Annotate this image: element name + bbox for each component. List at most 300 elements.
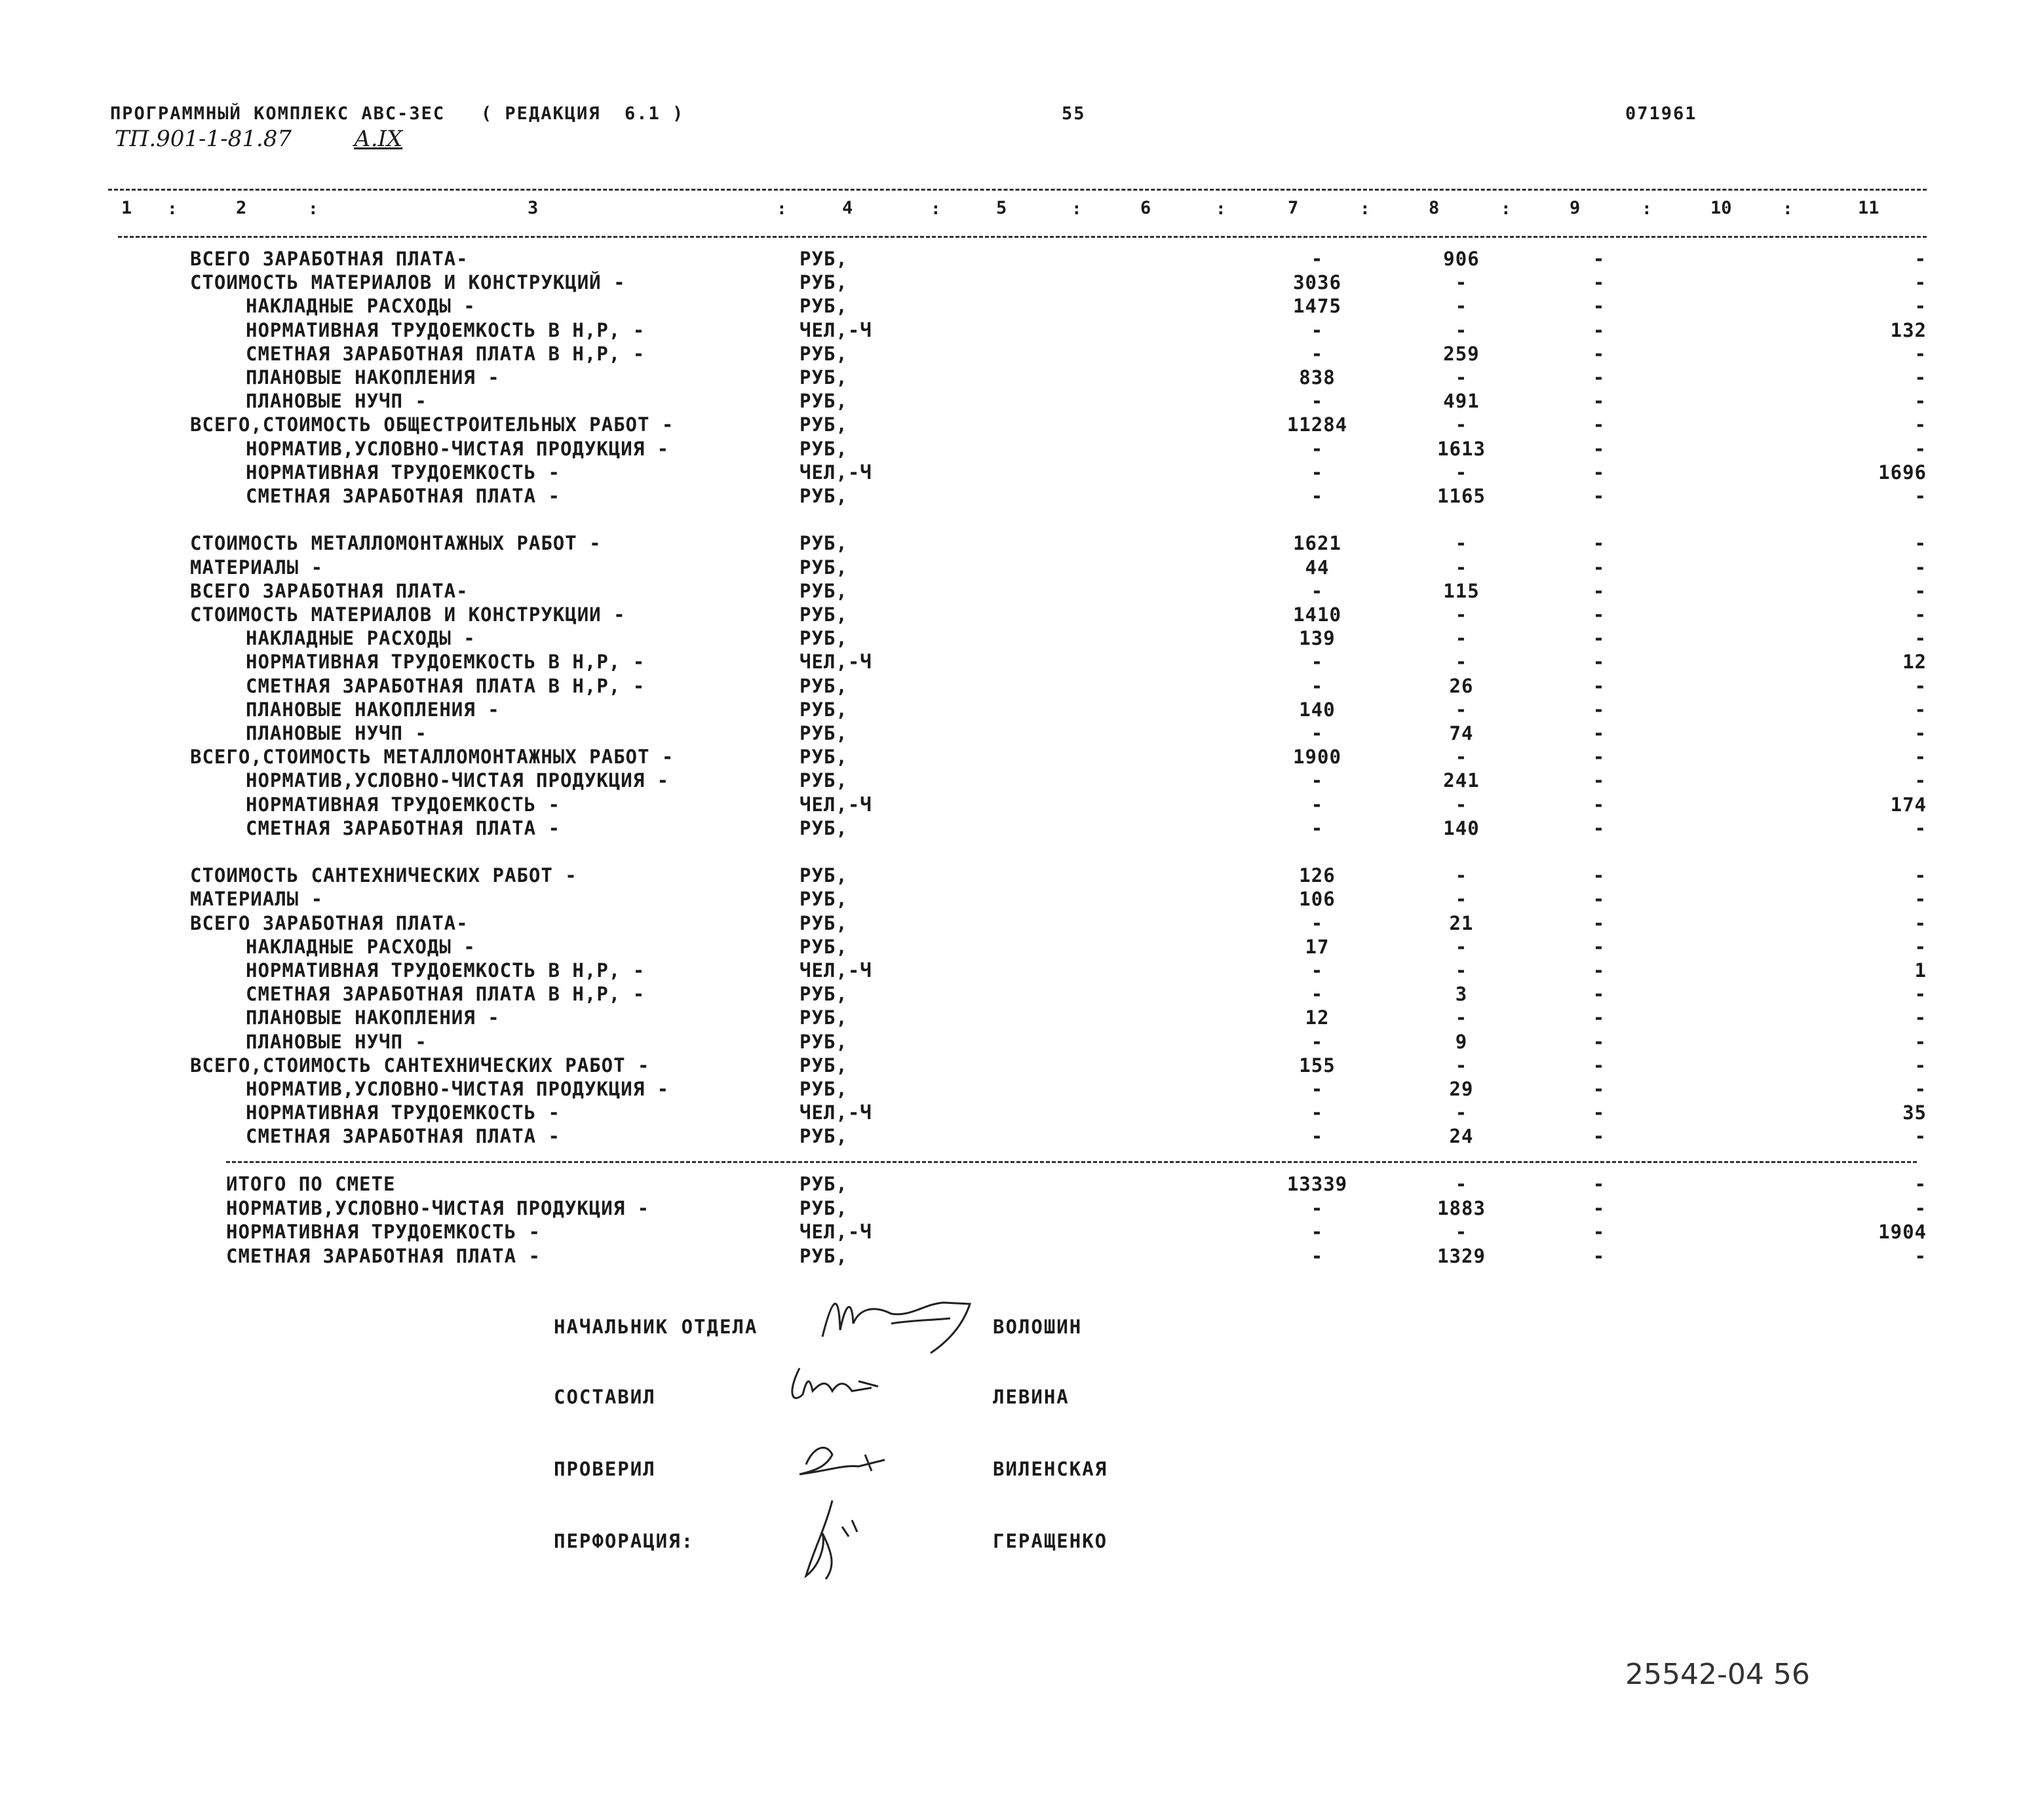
cell-col-11: - — [1914, 437, 1927, 460]
row-unit: РУБ, — [800, 342, 848, 365]
cell-col-9: - — [1592, 983, 1606, 1006]
cell-col-8: - — [1455, 1221, 1468, 1243]
row-unit: РУБ, — [800, 1244, 848, 1267]
cell-col-8: - — [1455, 1173, 1468, 1195]
table-row — [0, 532, 2044, 556]
cell-col-11: 1 — [1914, 959, 1927, 982]
cell-col-8: - — [1455, 461, 1468, 484]
cell-col-11: 12 — [1902, 651, 1927, 674]
handwritten-signature-4 — [786, 1494, 878, 1586]
cell-col-8: 140 — [1443, 816, 1480, 839]
cell-col-7: 11284 — [1286, 413, 1348, 436]
row-unit: ЧЕЛ,-Ч — [800, 461, 872, 484]
row-unit: РУБ, — [800, 698, 848, 721]
row-label: ПЛАНОВЫЕ НАКОПЛЕНИЯ - — [246, 1006, 500, 1029]
column-number: 8 — [1429, 198, 1440, 218]
cell-col-9: - — [1592, 722, 1606, 744]
row-unit: РУБ, — [800, 1196, 848, 1219]
cell-col-9: - — [1592, 248, 1606, 270]
row-unit: РУБ, — [800, 1078, 848, 1100]
row-label: НОРМАТИВ,УСЛОВНО-ЧИСТАЯ ПРОДУКЦИЯ - — [226, 1196, 650, 1219]
cell-col-8: 29 — [1449, 1078, 1474, 1100]
table-row — [0, 248, 2044, 271]
row-unit: РУБ, — [800, 248, 848, 270]
row-label: СТОИМОСТЬ МАТЕРИАЛОВ И КОНСТРУКЦИИ - — [190, 603, 626, 626]
cell-col-9: - — [1592, 366, 1606, 389]
program-title: ПРОГРАММНЫЙ КОМПЛЕКС АВС-ЗЕС ( РЕДАКЦИЯ 6.1 ) — [110, 104, 685, 124]
cell-col-11: - — [1914, 248, 1927, 270]
cell-col-9: - — [1592, 318, 1606, 341]
table-row — [0, 603, 2044, 627]
row-label: НОРМАТИВ,УСЛОВНО-ЧИСТАЯ ПРОДУКЦИЯ - — [246, 1078, 670, 1100]
column-separator: : — [1071, 199, 1082, 219]
row-label: ВСЕГО ЗАРАБОТНАЯ ПЛАТА- — [190, 579, 469, 602]
table-row — [0, 698, 2044, 722]
column-number: 3 — [528, 198, 539, 218]
cell-col-8: 21 — [1449, 911, 1474, 934]
totals-rule — [226, 1161, 1917, 1163]
row-label: ПЛАНОВЫЕ НУЧП - — [246, 390, 427, 413]
cell-col-11: - — [1914, 366, 1927, 389]
row-unit: РУБ, — [800, 983, 848, 1006]
table-row — [0, 438, 2044, 461]
cell-col-11: - — [1914, 864, 1927, 887]
cell-col-7: - — [1311, 1221, 1324, 1243]
cell-col-8: 1613 — [1437, 437, 1486, 460]
table-row — [0, 675, 2044, 698]
table-row — [0, 817, 2044, 841]
cell-col-7: - — [1311, 1196, 1324, 1219]
cell-col-9: - — [1592, 342, 1606, 365]
cell-col-9: - — [1592, 271, 1606, 294]
cell-col-7: - — [1311, 722, 1324, 744]
cell-col-9: - — [1592, 437, 1606, 460]
signature-name-checker: ВИЛЕНСКАЯ — [993, 1458, 1108, 1480]
cell-col-7: 140 — [1299, 698, 1336, 721]
cell-col-11: 1904 — [1878, 1221, 1927, 1243]
cell-col-7: - — [1311, 769, 1324, 792]
row-label: СМЕТНАЯ ЗАРАБОТНАЯ ПЛАТА В Н,Р, - — [246, 674, 646, 697]
row-unit: РУБ, — [800, 864, 848, 887]
row-unit: РУБ, — [800, 1173, 848, 1195]
table-row — [0, 769, 2044, 793]
table-row — [0, 461, 2044, 485]
cell-col-11: - — [1914, 816, 1927, 839]
cell-col-7: - — [1311, 318, 1324, 341]
table-row — [0, 271, 2044, 295]
cell-col-8: - — [1455, 1006, 1468, 1029]
row-unit: РУБ, — [800, 556, 848, 579]
cell-col-7: - — [1311, 1101, 1324, 1124]
cell-col-9: - — [1592, 556, 1606, 579]
signature-name-composer: ЛЕВИНА — [993, 1386, 1070, 1408]
row-label: НОРМАТИВНАЯ ТРУДОЕМКОСТЬ - — [226, 1221, 541, 1243]
row-unit: РУБ, — [800, 532, 848, 555]
row-label: НОРМАТИВНАЯ ТРУДОЕМКОСТЬ В Н,Р, - — [246, 651, 646, 674]
handwritten-signature-1 — [813, 1284, 990, 1363]
row-label: ВСЕГО,СТОИМОСТЬ САНТЕХНИЧЕСКИХ РАБОТ - — [190, 1054, 650, 1077]
row-label: НАКЛАДНЫЕ РАСХОДЫ - — [246, 295, 476, 318]
row-label: СМЕТНАЯ ЗАРАБОТНАЯ ПЛАТА - — [246, 816, 560, 839]
row-label: СТОИМОСТЬ МАТЕРИАЛОВ И КОНСТРУКЦИЙ - — [190, 271, 626, 294]
table-row — [0, 1101, 2044, 1125]
cell-col-7: 1900 — [1293, 746, 1341, 769]
cell-col-8: 1165 — [1437, 485, 1486, 507]
row-unit: ЧЕЛ,-Ч — [800, 793, 872, 816]
cell-col-11: - — [1914, 1173, 1927, 1195]
cell-col-7: 3036 — [1293, 271, 1341, 294]
cell-col-9: - — [1592, 698, 1606, 721]
table-row — [0, 1031, 2044, 1054]
cell-col-7: 106 — [1299, 888, 1336, 911]
cell-col-8: - — [1455, 746, 1468, 769]
row-unit: РУБ, — [800, 627, 848, 650]
cell-col-11: - — [1914, 698, 1927, 721]
cell-col-8: - — [1455, 793, 1468, 816]
table-row — [0, 343, 2044, 366]
table-row — [0, 1245, 2044, 1269]
row-unit: РУБ, — [800, 911, 848, 934]
cell-col-11: - — [1914, 485, 1927, 507]
cell-col-7: - — [1311, 1030, 1324, 1053]
table-row — [0, 1078, 2044, 1101]
row-label: СМЕТНАЯ ЗАРАБОТНАЯ ПЛАТА В Н,Р, - — [246, 342, 646, 365]
row-label: НАКЛАДНЫЕ РАСХОДЫ - — [246, 627, 476, 650]
cell-col-9: - — [1592, 1244, 1606, 1267]
row-unit: РУБ, — [800, 1125, 848, 1148]
row-unit: РУБ, — [800, 1006, 848, 1029]
cell-col-9: - — [1592, 461, 1606, 484]
row-label: СМЕТНАЯ ЗАРАБОТНАЯ ПЛАТА В Н,Р, - — [246, 983, 646, 1006]
row-label: СМЕТНАЯ ЗАРАБОТНАЯ ПЛАТА - — [246, 1125, 560, 1148]
cell-col-11: - — [1914, 1006, 1927, 1029]
cell-col-7: - — [1311, 959, 1324, 982]
cell-col-9: - — [1592, 485, 1606, 507]
cell-col-9: - — [1592, 579, 1606, 602]
table-row — [0, 1173, 2044, 1196]
signature-name-perforation: ГЕРАЩЕНКО — [993, 1530, 1108, 1552]
column-separator: : — [777, 199, 787, 219]
header-rule-top — [108, 189, 1927, 191]
row-label: ВСЕГО,СТОИМОСТЬ МЕТАЛЛОМОНТАЖНЫХ РАБОТ - — [190, 746, 674, 769]
cell-col-11: - — [1914, 603, 1927, 626]
cell-col-11: - — [1914, 1030, 1927, 1053]
row-unit: РУБ, — [800, 366, 848, 389]
table-row — [0, 936, 2044, 959]
cell-col-11: - — [1914, 627, 1927, 650]
row-unit: РУБ, — [800, 437, 848, 460]
table-row — [0, 746, 2044, 769]
cell-col-11: 35 — [1902, 1101, 1927, 1124]
row-unit: РУБ, — [800, 888, 848, 911]
row-label: НОРМАТИВНАЯ ТРУДОЕМКОСТЬ - — [246, 793, 560, 816]
table-row — [0, 1197, 2044, 1221]
cell-col-9: - — [1592, 1030, 1606, 1053]
column-separator: : — [931, 199, 941, 219]
cell-col-8: 26 — [1449, 674, 1474, 697]
row-unit: РУБ, — [800, 722, 848, 744]
cell-col-7: - — [1311, 1125, 1324, 1148]
row-label: МАТЕРИАЛЫ - — [190, 556, 324, 579]
cell-col-11: - — [1914, 674, 1927, 697]
cell-col-11: 1696 — [1878, 461, 1927, 484]
cell-col-9: - — [1592, 295, 1606, 318]
cell-col-7: 1410 — [1293, 603, 1341, 626]
column-separator: : — [308, 199, 318, 219]
row-unit: РУБ, — [800, 485, 848, 507]
row-unit: РУБ, — [800, 935, 848, 958]
handwritten-signature-3 — [786, 1435, 904, 1487]
row-label: ВСЕГО ЗАРАБОТНАЯ ПЛАТА- — [190, 911, 469, 934]
cell-col-11: - — [1914, 390, 1927, 413]
cell-col-9: - — [1592, 390, 1606, 413]
row-label: ПЛАНОВЫЕ НУЧП - — [246, 722, 427, 744]
cell-col-8: - — [1455, 888, 1468, 911]
row-label: СМЕТНАЯ ЗАРАБОТНАЯ ПЛАТА - — [246, 485, 560, 507]
cell-col-11: - — [1914, 295, 1927, 318]
table-row — [0, 1006, 2044, 1030]
row-unit: РУБ, — [800, 295, 848, 318]
cell-col-8: - — [1455, 532, 1468, 555]
cell-col-7: - — [1311, 911, 1324, 934]
cell-col-11: - — [1914, 911, 1927, 934]
cell-col-8: 1329 — [1437, 1244, 1486, 1267]
row-label: ИТОГО ПО СМЕТЕ — [226, 1173, 396, 1195]
row-label: НАКЛАДНЫЕ РАСХОДЫ - — [246, 935, 476, 958]
column-separator: : — [167, 199, 178, 219]
signature-role-composer: СОСТАВИЛ — [554, 1386, 656, 1408]
cell-col-8: 74 — [1449, 722, 1474, 744]
table-row — [0, 1125, 2044, 1149]
column-separator: : — [1642, 199, 1652, 219]
row-label: НОРМАТИВ,УСЛОВНО-ЧИСТАЯ ПРОДУКЦИЯ - — [246, 437, 670, 460]
cell-col-9: - — [1592, 911, 1606, 934]
row-label: ПЛАНОВЫЕ НАКОПЛЕНИЯ - — [246, 366, 500, 389]
cell-col-8: - — [1455, 935, 1468, 958]
cell-col-7: 17 — [1305, 935, 1330, 958]
row-unit: РУБ, — [800, 1054, 848, 1077]
column-separator: : — [1360, 199, 1370, 219]
cell-col-11: - — [1914, 1244, 1927, 1267]
row-label: ПЛАНОВЫЕ НУЧП - — [246, 1030, 427, 1053]
project-number: ТП.901-1-81.87 — [115, 126, 292, 152]
table-row — [0, 413, 2044, 437]
cell-col-8: 24 — [1449, 1125, 1474, 1148]
cell-col-11: - — [1914, 532, 1927, 555]
cell-col-9: - — [1592, 1054, 1606, 1077]
table-row — [0, 888, 2044, 911]
row-unit: РУБ, — [800, 769, 848, 792]
cell-col-7: - — [1311, 651, 1324, 674]
cell-col-11: - — [1914, 1196, 1927, 1219]
row-label: ВСЕГО,СТОИМОСТЬ ОБЩЕСТРОИТЕЛЬНЫХ РАБОТ - — [190, 413, 674, 436]
cell-col-7: 12 — [1305, 1006, 1330, 1029]
cell-col-8: 115 — [1443, 579, 1480, 602]
page-number: 55 — [1062, 104, 1086, 124]
column-number: 9 — [1570, 198, 1581, 218]
table-row — [0, 485, 2044, 508]
header-rule-bottom — [118, 236, 1927, 238]
table-row — [0, 295, 2044, 318]
cell-col-11: - — [1914, 1125, 1927, 1148]
row-label: НОРМАТИВ,УСЛОВНО-ЧИСТАЯ ПРОДУКЦИЯ - — [246, 769, 670, 792]
cell-col-8: - — [1455, 864, 1468, 887]
cell-col-11: - — [1914, 1054, 1927, 1077]
cell-col-9: - — [1592, 959, 1606, 982]
handwritten-signature-2 — [780, 1355, 898, 1414]
cell-col-8: - — [1455, 651, 1468, 674]
cell-col-7: 139 — [1299, 627, 1336, 650]
cell-col-9: - — [1592, 1078, 1606, 1100]
row-label: ПЛАНОВЫЕ НАКОПЛЕНИЯ - — [246, 698, 500, 721]
cell-col-9: - — [1592, 627, 1606, 650]
cell-col-11: - — [1914, 413, 1927, 436]
table-row — [0, 580, 2044, 603]
row-label: МАТЕРИАЛЫ - — [190, 888, 324, 911]
cell-col-8: 906 — [1443, 248, 1480, 270]
table-row — [0, 390, 2044, 413]
cell-col-9: - — [1592, 793, 1606, 816]
row-label: СМЕТНАЯ ЗАРАБОТНАЯ ПЛАТА - — [226, 1244, 541, 1267]
table-row — [0, 319, 2044, 343]
signature-role-head: НАЧАЛЬНИК ОТДЕЛА — [554, 1316, 758, 1338]
cell-col-9: - — [1592, 1173, 1606, 1195]
cell-col-7: 126 — [1299, 864, 1336, 887]
cell-col-7: 13339 — [1286, 1173, 1348, 1195]
cell-col-7: - — [1311, 793, 1324, 816]
cell-col-8: 491 — [1443, 390, 1480, 413]
cell-col-7: 1621 — [1293, 532, 1341, 555]
cell-col-9: - — [1592, 1196, 1606, 1219]
cell-col-9: - — [1592, 532, 1606, 555]
column-number: 4 — [842, 198, 853, 218]
cell-col-11: - — [1914, 935, 1927, 958]
cell-col-7: - — [1311, 461, 1324, 484]
table-row — [0, 1221, 2044, 1244]
row-label: НОРМАТИВНАЯ ТРУДОЕМКОСТЬ В Н,Р, - — [246, 318, 646, 341]
cell-col-7: 44 — [1305, 556, 1330, 579]
row-label: НОРМАТИВНАЯ ТРУДОЕМКОСТЬ - — [246, 461, 560, 484]
row-unit: РУБ, — [800, 674, 848, 697]
row-label: НОРМАТИВНАЯ ТРУДОЕМКОСТЬ - — [246, 1101, 560, 1124]
column-number: 6 — [1140, 198, 1151, 218]
cell-col-11: - — [1914, 579, 1927, 602]
column-separator: : — [1216, 199, 1226, 219]
cell-col-11: - — [1914, 722, 1927, 744]
column-number: 10 — [1710, 198, 1732, 218]
cell-col-8: - — [1455, 366, 1468, 389]
row-unit: ЧЕЛ,-Ч — [800, 651, 872, 674]
row-unit: РУБ, — [800, 816, 848, 839]
signature-name-head: ВОЛОШИН — [993, 1316, 1083, 1338]
table-row — [0, 1054, 2044, 1078]
cell-col-8: - — [1455, 271, 1468, 294]
cell-col-11: 174 — [1890, 793, 1927, 816]
cell-col-7: - — [1311, 579, 1324, 602]
cell-col-8: - — [1455, 603, 1468, 626]
cell-col-7: - — [1311, 674, 1324, 697]
cell-col-7: - — [1311, 248, 1324, 270]
table-row — [0, 556, 2044, 580]
column-number: 5 — [996, 198, 1007, 218]
row-label: ВСЕГО ЗАРАБОТНАЯ ПЛАТА- — [190, 248, 469, 270]
cell-col-9: - — [1592, 816, 1606, 839]
row-unit: РУБ, — [800, 271, 848, 294]
cell-col-11: - — [1914, 556, 1927, 579]
cell-col-7: - — [1311, 437, 1324, 460]
cell-col-11: - — [1914, 888, 1927, 911]
row-unit: РУБ, — [800, 1030, 848, 1053]
table-row — [0, 841, 2044, 864]
row-unit: ЧЕЛ,-Ч — [800, 318, 872, 341]
cell-col-11: 132 — [1890, 318, 1927, 341]
column-number: 11 — [1858, 198, 1880, 218]
cell-col-9: - — [1592, 1125, 1606, 1148]
row-unit: РУБ, — [800, 413, 848, 436]
row-unit: ЧЕЛ,-Ч — [800, 1221, 872, 1243]
cell-col-8: 259 — [1443, 342, 1480, 365]
row-unit: ЧЕЛ,-Ч — [800, 1101, 872, 1124]
cell-col-8: - — [1455, 556, 1468, 579]
column-number: 7 — [1288, 198, 1299, 218]
table-row — [0, 508, 2044, 532]
row-label: НОРМАТИВНАЯ ТРУДОЕМКОСТЬ В Н,Р, - — [246, 959, 646, 982]
table-row — [0, 366, 2044, 390]
cell-col-8: 9 — [1455, 1030, 1468, 1053]
cell-col-8: - — [1455, 1101, 1468, 1124]
cell-col-11: - — [1914, 1078, 1927, 1100]
row-unit: РУБ, — [800, 603, 848, 626]
cell-col-11: - — [1914, 271, 1927, 294]
table-row — [0, 959, 2044, 983]
cell-col-7: 155 — [1299, 1054, 1336, 1077]
cell-col-8: - — [1455, 295, 1468, 318]
cell-col-7: - — [1311, 816, 1324, 839]
row-unit: РУБ, — [800, 579, 848, 602]
row-unit: ЧЕЛ,-Ч — [800, 959, 872, 982]
cell-col-7: - — [1311, 1244, 1324, 1267]
cell-col-9: - — [1592, 888, 1606, 911]
cell-col-9: - — [1592, 746, 1606, 769]
table-row — [0, 793, 2044, 817]
table-row — [0, 864, 2044, 888]
cell-col-8: - — [1455, 1054, 1468, 1077]
column-separator: : — [1783, 199, 1793, 219]
cell-col-8: - — [1455, 959, 1468, 982]
column-number: 1 — [121, 198, 132, 218]
cell-col-7: - — [1311, 983, 1324, 1006]
signature-role-perforation: ПЕРФОРАЦИЯ: — [554, 1530, 695, 1552]
cell-col-9: - — [1592, 1101, 1606, 1124]
cell-col-8: 1883 — [1437, 1196, 1486, 1219]
archive-code: 25542-04 56 — [1625, 1658, 1810, 1691]
cell-col-9: - — [1592, 1006, 1606, 1029]
cell-col-8: - — [1455, 318, 1468, 341]
row-label: СТОИМОСТЬ САНТЕХНИЧЕСКИХ РАБОТ - — [190, 864, 577, 887]
row-unit: РУБ, — [800, 390, 848, 413]
table-row — [0, 627, 2044, 651]
cell-col-7: - — [1311, 390, 1324, 413]
signature-role-checker: ПРОВЕРИЛ — [554, 1458, 656, 1480]
cell-col-11: - — [1914, 746, 1927, 769]
cell-col-7: - — [1311, 342, 1324, 365]
table-row — [0, 651, 2044, 674]
cell-col-9: - — [1592, 935, 1606, 958]
cell-col-8: 3 — [1455, 983, 1468, 1006]
column-separator: : — [1501, 199, 1511, 219]
cell-col-11: - — [1914, 983, 1927, 1006]
cell-col-8: - — [1455, 627, 1468, 650]
